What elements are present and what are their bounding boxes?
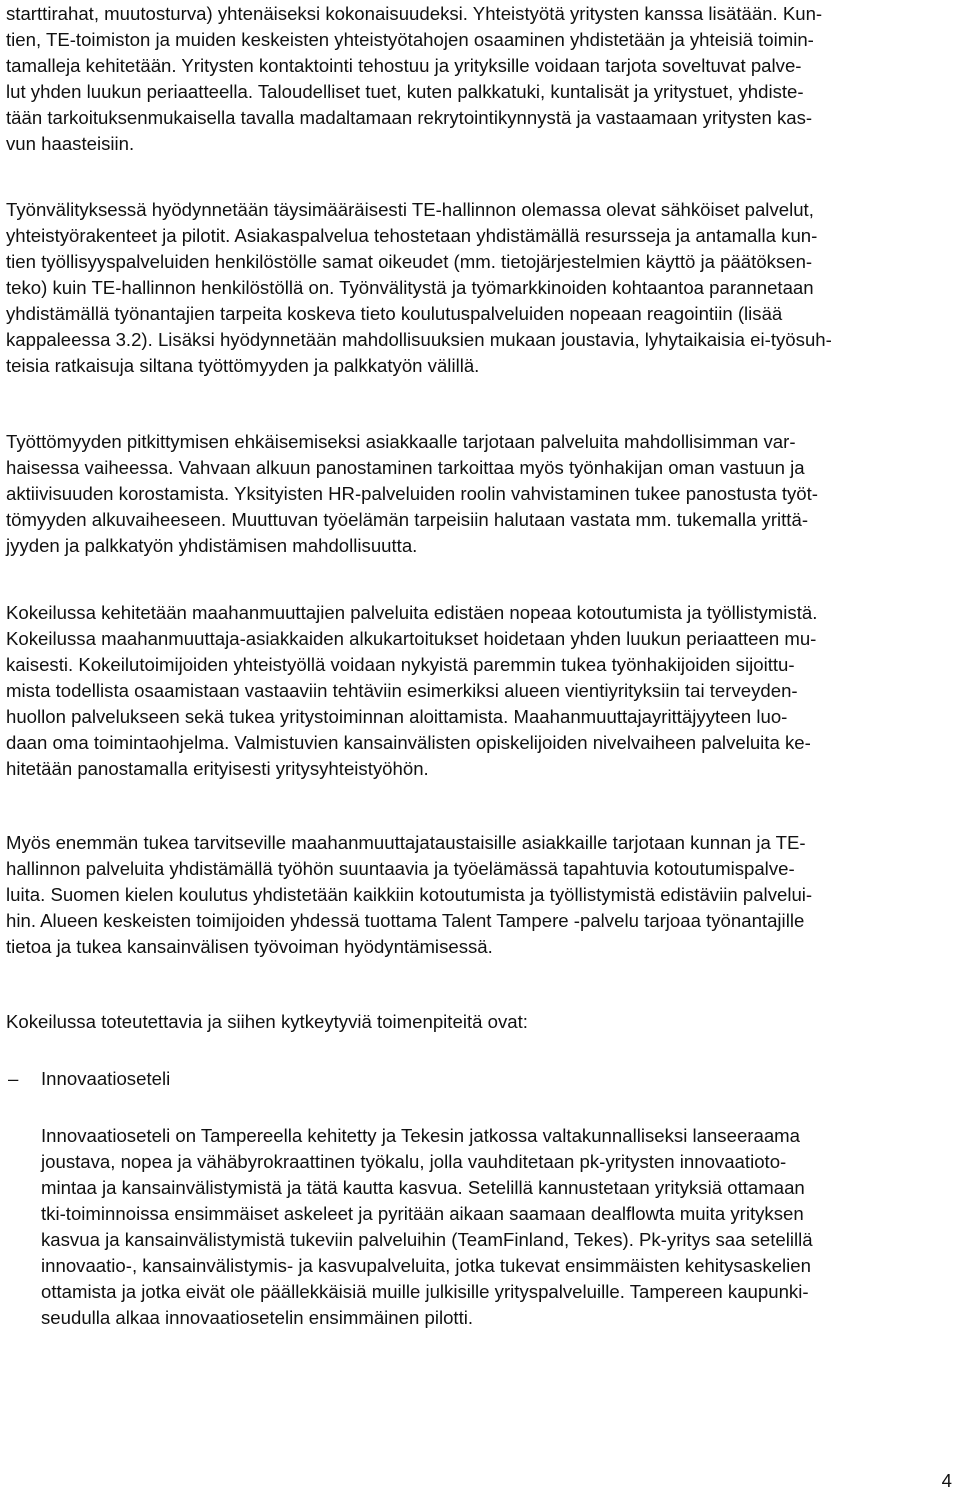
text-line: Kokeilussa maahanmuuttaja-asiakkaiden alkukartoitukset hoidetaan yhden luukun periaatteen mu- [6,628,817,649]
text-line: huollon palvelukseen sekä tukea yritystoiminnan aloittamista. Maahanmuuttajayrittäjyyteen luo- [6,706,788,727]
text-line: Myös enemmän tukea tarvitseville maahanmuuttajataustaisille asiakkaille tarjotaan kunnan ja TE- [6,832,806,853]
text-line: jyyden ja palkkatyön yhdistämisen mahdollisuutta. [6,535,418,556]
text-line: kaisesti. Kokeilutoimijoiden yhteistyöllä voidaan nykyistä paremmin tukea työnhakijoiden sijoittu- [6,654,795,675]
text-line: tien, TE-toimiston ja muiden keskeisten yhteistyötahojen osaaminen yhdistetään ja yhteisiä toimin- [6,29,814,50]
paragraph-6 [6,1009,528,1035]
text-line: daan oma toimintaohjelma. Valmistuvien kansainvälisten opiskelijoiden nivelvaiheen palveluita ke- [6,732,811,753]
paragraph-2 [6,197,832,379]
text-line: mintaa ja kansainvälistymistä ja tätä kautta kasvua. Setelillä kannustetaan yrityksiä ottamaan [41,1177,805,1198]
paragraph-4 [6,600,817,782]
text-line: mista todellista osaamistaan vastaaviin tehtäviin esimerkiksi alueen vientiyrityksiin tai terveyden- [6,680,798,701]
text-line: Kokeilussa toteutettavia ja siihen kytkeytyviä toimenpiteitä ovat: [6,1011,528,1032]
page-number: 4 [941,1470,952,1491]
text-line: kasvua ja kansainvälistymistä tukeviin palveluihin (TeamFinland, Tekes). Pk-yritys saa setelillä [41,1229,813,1250]
text-line: tamalleja kehitetään. Yritysten kontaktointi tehostuu ja yrityksille voidaan tarjota soveltuvat palve- [6,55,802,76]
text-line: tki-toiminnoissa ensimmäiset askeleet ja pyritään aikaan saamaan dealflowta muita yrityksen [41,1203,804,1224]
text-line: lut yhden luukun periaatteella. Taloudelliset tuet, kuten palkkatuki, kuntalisät ja yritystuet, yhdiste- [6,81,804,102]
text-line: aktiivisuuden korostamista. Yksityisten HR-palveluiden roolin vahvistaminen tukee panostusta työt- [6,483,818,504]
bullet-item [6,1066,954,1092]
text-line: teko) kuin TE-hallinnon henkilöstöllä on. Työnvälitystä ja työmarkkinoiden kohtaantoa parannetaan [6,277,814,298]
text-line: teisia ratkaisuja siltana työttömyyden ja palkkatyön välillä. [6,355,480,376]
bullet-label: Innovaatioseteli [41,1068,171,1089]
paragraph-3 [6,429,818,559]
text-line: tietoa ja tukea kansainvälisen työvoiman hyödyntämisessä. [6,936,493,957]
dash-icon: – [8,1068,19,1089]
text-line: Innovaatioseteli on Tampereella kehitetty ja Tekesin jatkossa valtakunnalliseksi lanseeraama [41,1125,800,1146]
text-line: yhdistämällä työnantajien tarpeita koskeva tieto koulutuspalveluiden nopeaan reagointiin (lisää [6,303,783,324]
text-line: luita. Suomen kielen koulutus yhdistetään kaikkiin kotoutumista ja työllistymistä edistäviin palvelui- [6,884,813,905]
text-line: Kokeilussa kehitetään maahanmuuttajien palveluita edistäen nopeaa kotoutumista ja työllistymistä. [6,602,818,623]
text-line: starttirahat, muutosturva) yhtenäiseksi kokonaisuudeksi. Yhteistyötä yritysten kanssa lisätään. Kun- [6,3,823,24]
text-line: hin. Alueen keskeisten toimijoiden yhdessä tuottama Talent Tampere -palvelu tarjoaa työnantajille [6,910,805,931]
text-line: Työnvälityksessä hyödynnetään täysimääräisesti TE-hallinnon olemassa olevat sähköiset palvelut, [6,199,814,220]
text-line: haisessa vaiheessa. Vahvaan alkuun panostaminen tarkoittaa myös työnhakijan oman vastuun ja [6,457,805,478]
text-line: yhteistyörakenteet ja pilotit. Asiakaspalvelua tehostetaan yhdistämällä resursseja ja antamalla kun- [6,225,818,246]
text-line: Työttömyyden pitkittymisen ehkäisemiseksi asiakkaalle tarjotaan palveluita mahdollisimman var- [6,431,796,452]
text-line: hitetään panostamalla erityisesti yritysyhteistyöhön. [6,758,429,779]
text-line: tien työllisyyspalveluiden henkilöstölle samat oikeudet (mm. tietojärjestelmien käyttö ja päätöksen- [6,251,813,272]
paragraph-5 [6,830,812,960]
text-line: joustava, nopea ja vähäbyrokraattinen työkalu, jolla vauhditetaan pk-yritysten innovaatioto- [41,1151,787,1172]
text-line: tömyyden alkuvaiheeseen. Muuttuvan työelämän tarpeisiin halutaan vastata mm. tukemalla yrittä- [6,509,809,530]
text-line: kappaleessa 3.2). Lisäksi hyödynnetään mahdollisuuksien mukaan joustavia, lyhytaikaisia ei-työsuh- [6,329,832,350]
text-line: ottamista ja jotka eivät ole päällekkäisiä muille julkisille yrityspalveluille. Tampereen kaupunki- [41,1281,809,1302]
text-line: hallinnon palveluita yhdistämällä työhön suuntaavia ja työelämässä tapahtuvia kotoutumispalve- [6,858,795,879]
paragraph-7 [41,1123,813,1331]
text-line: innovaatio-, kansainvälistymis- ja kasvupalveluita, jotka tukevat ensimmäisten kehitysaskelien [41,1255,811,1276]
text-line: vun haasteisiin. [6,133,135,154]
text-line: tään tarkoituksenmukaisella tavalla madaltamaan rekrytointikynnystä ja vastaamaan yritysten kas- [6,107,813,128]
paragraph-1 [6,1,822,157]
text-line: seudulla alkaa innovaatiosetelin ensimmäinen pilotti. [41,1307,474,1328]
